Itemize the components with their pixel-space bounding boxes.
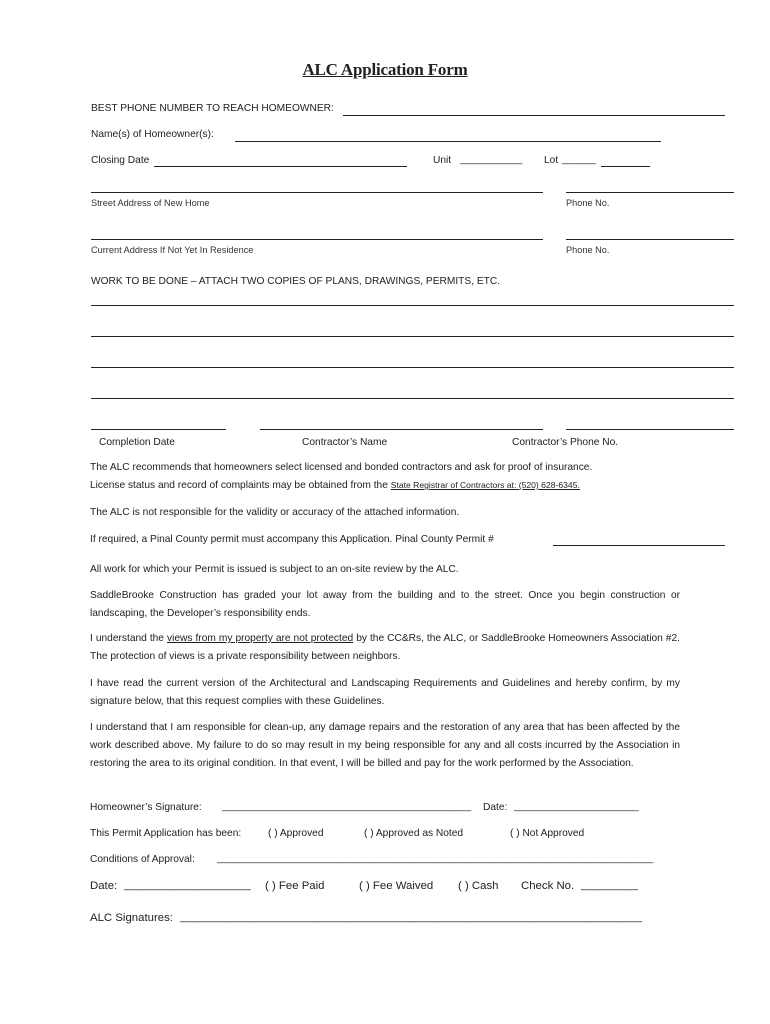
current-address-field[interactable] <box>91 239 543 240</box>
work-line-4[interactable] <box>91 398 734 399</box>
recommend-paragraph-line-1: The ALC recommends that homeowners select licensed and bonded contractors and ask for proof of insurance. <box>90 462 593 473</box>
closing-date-label: Closing Date <box>91 155 150 166</box>
views-text-post: by the CC&Rs, the ALC, or SaddleBrooke Homeowners Association #2. The protection of views is a private responsibility between neighbors. <box>90 633 680 662</box>
recommend-paragraph-line-2 <box>90 480 580 491</box>
phone-field-1[interactable] <box>566 192 734 193</box>
contractor-name-label: Contractor’s Name <box>302 437 388 448</box>
phone-label-2: Phone No. <box>566 245 610 255</box>
registrar-link[interactable]: State Registrar of Contractors at: (520) 628-6345. <box>390 480 580 490</box>
approved-checkbox[interactable]: ( ) Approved <box>268 828 324 839</box>
unit-label: Unit <box>433 155 452 166</box>
street-address-label: Street Address of New Home <box>91 198 210 208</box>
not-responsible-paragraph: The ALC is not responsible for the validity or accuracy of the attached information. <box>90 507 460 518</box>
fee-paid-checkbox[interactable]: ( ) Fee Paid <box>265 880 325 892</box>
guidelines-paragraph: I have read the current version of the Architectural and Landscaping Requirements and Guidelines and hereby confirm, by my signature below, that this request complies with these Guidelines. <box>90 678 680 707</box>
homeowner-names-field[interactable] <box>235 141 661 142</box>
form-title: ALC Application Form <box>302 60 468 79</box>
not-approved-checkbox[interactable]: ( ) Not Approved <box>510 828 585 839</box>
cleanup-paragraph: I understand that I am responsible for clean-up, any damage repairs and the restoration of any area that has been affected by the work described above. My failure to do so may result in my being responsible for any and all costs incurred by the Association in restoring the area to its original condition. In that event, I will be billed and pay for the work performed by the Association. <box>90 722 680 769</box>
phone-label-1: Phone No. <box>566 198 610 208</box>
completion-date-field[interactable] <box>91 429 226 430</box>
unit-field[interactable]: ___________ <box>460 154 523 165</box>
approved-as-noted-checkbox[interactable]: ( ) Approved as Noted <box>364 828 464 839</box>
office-date-label: Date: <box>90 880 118 892</box>
views-paragraph <box>90 630 680 666</box>
permit-status-label: This Permit Application has been: <box>90 828 242 839</box>
work-line-2[interactable] <box>91 336 734 337</box>
check-no-field[interactable]: _________ <box>581 879 639 891</box>
conditions-field[interactable]: _____________________________________________________________________________ <box>217 853 654 864</box>
lot-field[interactable] <box>601 166 650 167</box>
closing-date-field[interactable] <box>154 166 407 167</box>
homeowner-signature-field[interactable]: ____________________________________________ <box>222 801 472 812</box>
lot-label: Lot <box>544 155 559 166</box>
fee-waived-checkbox[interactable]: ( ) Fee Waived <box>359 880 434 892</box>
alc-signatures-label: ALC Signatures: <box>90 912 173 924</box>
saddlebrooke-paragraph: SaddleBrooke Construction has graded your lot away from the building and to the street. Once you begin construction or landscaping, the Developer’s responsibility ends. <box>90 590 680 619</box>
pinal-permit-label: If required, a Pinal County permit must accompany this Application. Pinal County Permit # <box>90 534 494 545</box>
alc-signature-field-1[interactable]: _____________________________________ <box>180 911 415 923</box>
office-date-field[interactable]: ____________________ <box>124 879 251 891</box>
alc-signature-field-2[interactable]: ____________________________________ <box>414 911 643 923</box>
work-line-3[interactable] <box>91 367 734 368</box>
best-phone-field[interactable] <box>343 115 725 116</box>
check-no-label: Check No. <box>521 880 575 892</box>
signature-date-field[interactable]: ______________________ <box>514 801 639 812</box>
work-to-be-done-label: WORK TO BE DONE – ATTACH TWO COPIES OF PLANS, DRAWINGS, PERMITS, ETC. <box>91 276 501 287</box>
pinal-permit-field[interactable] <box>553 545 725 546</box>
views-not-protected-text: views from my property are not protected <box>167 633 354 644</box>
work-line-1[interactable] <box>91 305 734 306</box>
conditions-label: Conditions of Approval: <box>90 854 195 865</box>
views-text-pre: I understand the <box>90 633 164 644</box>
street-address-field[interactable] <box>91 192 543 193</box>
recommend-text: License status and record of complaints may be obtained from the <box>90 480 388 491</box>
phone-field-2[interactable] <box>566 239 734 240</box>
cash-checkbox[interactable]: ( ) Cash <box>458 880 499 892</box>
lot-field-prefix: ______ <box>562 154 596 165</box>
current-address-label: Current Address If Not Yet In Residence <box>91 245 254 255</box>
contractor-name-field[interactable] <box>260 429 543 430</box>
homeowner-signature-label: Homeowner’s Signature: <box>90 802 202 813</box>
onsite-review-paragraph: All work for which your Permit is issued is subject to an on-site review by the ALC. <box>90 564 459 575</box>
contractor-phone-label: Contractor’s Phone No. <box>512 437 619 448</box>
best-phone-label: BEST PHONE NUMBER TO REACH HOMEOWNER: <box>91 103 334 114</box>
contractor-phone-field[interactable] <box>566 429 734 430</box>
homeowner-names-label: Name(s) of Homeowner(s): <box>91 129 214 140</box>
completion-date-label: Completion Date <box>99 437 175 448</box>
signature-date-label: Date: <box>483 802 508 813</box>
